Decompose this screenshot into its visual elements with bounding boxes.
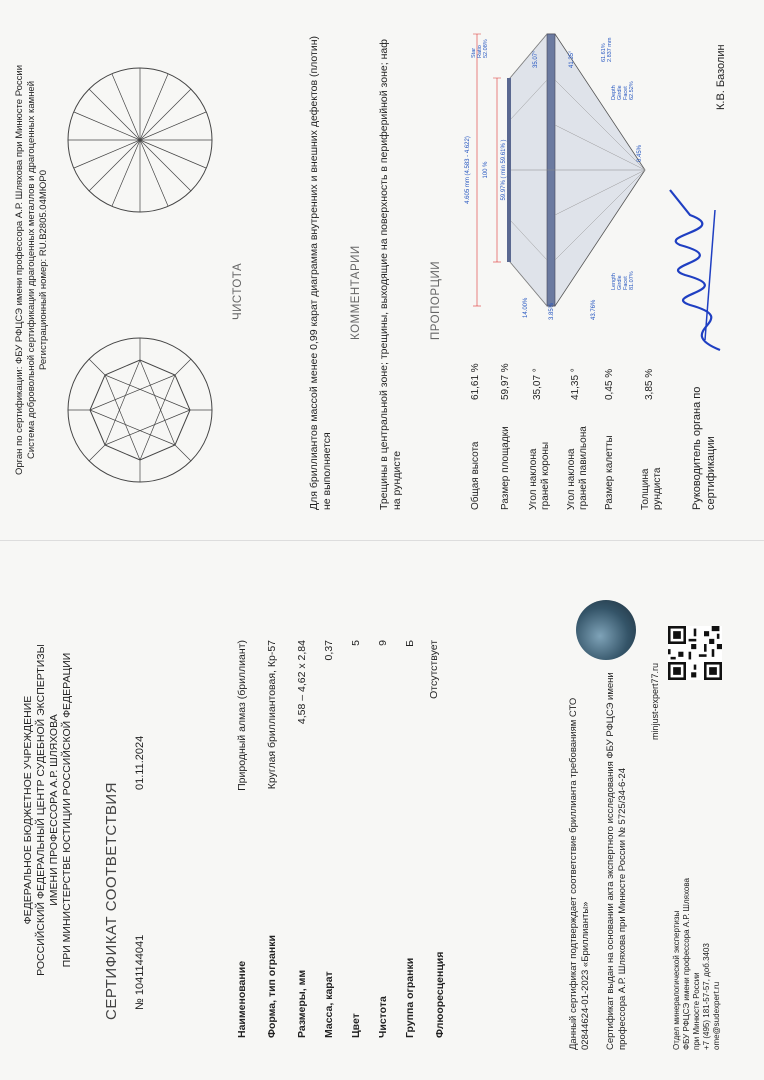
contact-line-4: +7 (495) 181-57-57, доб.3403 [702,943,711,1050]
certification-body-header [14,20,50,520]
proportion-value: 59,97 % [500,363,511,400]
lgf-length-label: Length [611,273,617,290]
qr-code[interactable] [668,626,722,680]
clarity-note: Для бриллиантов массой менее 0,99 карат диаграмма внутренних и внешних дефектов (плотин) не выполняется [308,35,333,510]
ugf-value: 62.52% [629,81,635,100]
proportion-row [640,340,670,510]
crown-view-diagram [68,338,212,482]
clarity-plots [60,20,220,520]
ratio-label: Ratio [477,45,483,58]
proportion-label: Общая высота [470,441,481,510]
proportion-label: Размер калетты [604,435,615,510]
proportions-diagram [455,20,655,320]
proportion-value: 61,61 % [470,363,481,400]
row-label: Масса, карат [323,971,335,1038]
comments-title: КОММЕНТАРИИ [350,245,362,340]
row-label: Группа огранки [404,957,416,1038]
org-line-1: ФЕДЕРАЛЬНОЕ БЮДЖЕТНОЕ УЧРЕЖДЕНИЕ [22,695,34,925]
certificate-main-page [0,540,764,1080]
lgf-facet-label: Facet [623,276,629,290]
row-label: Размеры, мм [296,969,308,1038]
head-title: Руководитель органа по сертификации [691,386,717,510]
pavilion-view-diagram [68,68,212,212]
contact-block [672,790,722,1050]
ugf-girdle-label: Girdle [617,85,623,100]
header-line-2: Система добровольной сертификации драгоценных металлов и драгоценных камней [26,80,37,460]
proportion-label: Угол наклона граней павильона [566,426,589,510]
row-value: 9 [377,640,389,646]
proportion-row [528,340,566,510]
certificate-number: № 1041144041 [134,934,146,1010]
star-label: Star [471,47,477,58]
proportion-row [604,340,640,510]
culet-label: 0.45% [637,144,643,162]
girdle-label: 3.85% [549,302,555,320]
diameter-label: 4.605 mm (4.583 - 4.622) [465,136,471,204]
row-label: Чистота [377,996,389,1038]
org-line-2: РОССИЙСКИЙ ФЕДЕРАЛЬНЫЙ ЦЕНТР СУДЕБНОЙ ЭКСПЕРТИЗЫ [35,644,47,976]
org-line-4: ПРИ МИНИСТЕРСТВЕ ЮСТИЦИИ РОССИЙСКОЙ ФЕДЕРАЦИИ [61,652,73,968]
depth-label: Depth [611,85,617,100]
comments-text: Трещины в центральной зоне; трещины, выходящие на поверхность в периферийной зоне; наф на рундисте [378,39,403,510]
contact-line-1: Отдел минералогической экспертизы [672,910,681,1050]
clarity-title: ЧИСТОТА [232,262,244,320]
compliance-statement: Данный сертификат подтверждает соответствие бриллианта требованиям СТО 02844624-01-2023 «Бриллианты» [568,697,591,1050]
row-value: 0,37 [323,640,335,661]
header-line-1: Орган по сертификации: ФБУ РФЦСЭ имени профессора А.Р. Шляхова при Минюсте России [14,64,25,476]
row-label: Флюоресценция [434,951,446,1038]
row-value: Круглая бриллиантовая, Кр-57 [266,640,278,790]
row-value: 4,58 – 4,62 х 2,84 [296,640,308,725]
proportion-row [500,340,528,510]
row-value: 5 [350,640,362,646]
diamond-profile [507,34,645,306]
depth-mm: 2.837 mm [607,37,613,62]
contact-line-3: при Минюсте России [692,972,701,1050]
proportion-value: 3,85 % [644,368,655,400]
crown-angle-label: 35.07° [533,50,539,68]
depth-pct: 61.61% [601,43,607,62]
pavilion-angle-label: 41.35° [569,50,575,68]
proportion-row [470,340,500,510]
row-label: Форма, тип огранки [266,935,278,1038]
row-value: Отсутствует [428,640,440,699]
proportion-value: 35,07 ° [532,368,543,400]
proportion-label: Толщина рундиста [640,467,663,510]
proportions-title: ПРОПОРЦИИ [430,260,442,340]
proportion-label: Угол наклона граней короны [528,441,551,510]
diameter-pct-label: 100 % [483,161,489,179]
proportions-list [470,340,670,510]
head-name: К.В. Базолин [715,44,727,110]
pavilion-depth-label: 43.76% [591,299,597,320]
proportion-label: Размер площадки [500,426,511,510]
contact-email[interactable]: ome@sudexpert.ru [712,981,721,1050]
crown-height-label: 14.00% [523,297,529,318]
lgf-girdle-label: Girdle [617,275,623,290]
characteristics-table [0,540,764,1080]
lgf-value: 81.07% [629,271,635,290]
proportion-value: 41,35 ° [570,368,581,400]
certificate-date: 01.11.2024 [134,735,146,790]
ugf-facet-label: Facet [623,86,629,100]
certificate-title: СЕРТИФИКАТ СООТВЕТСТВИЯ [103,782,120,1020]
proportion-row [566,340,604,510]
website[interactable]: minjust-expert77.ru [650,662,660,740]
star-value: 52.08% [483,39,489,58]
row-value: Б [404,640,416,647]
row-label: Наименование [236,960,248,1038]
table-label: 59.97% ( min 59.61% ) [501,139,507,201]
row-label: Цвет [350,1013,362,1038]
hologram-seal [576,600,636,660]
row-value: Природный алмаз (бриллиант) [236,640,248,791]
signature-image [650,180,760,360]
header-line-3: Регистрационный номер: RU.B2805.04МЮР0 [38,170,49,371]
contact-line-2: ФБУ РФЦСЭ имени профессора А.Р. Шляхова [682,878,691,1050]
proportion-value: 0,45 % [604,368,615,400]
issuance-basis: Сертификат выдан на основании акта экспертного исследования ФБУ РФЦСЭ имени профессора А.Р. Шляхова при Минюсте России № 5725/34-6-24 [605,672,628,1050]
org-line-3: ИМЕНИ ПРОФЕССОРА А.Р. ШЛЯХОВА [48,714,60,906]
